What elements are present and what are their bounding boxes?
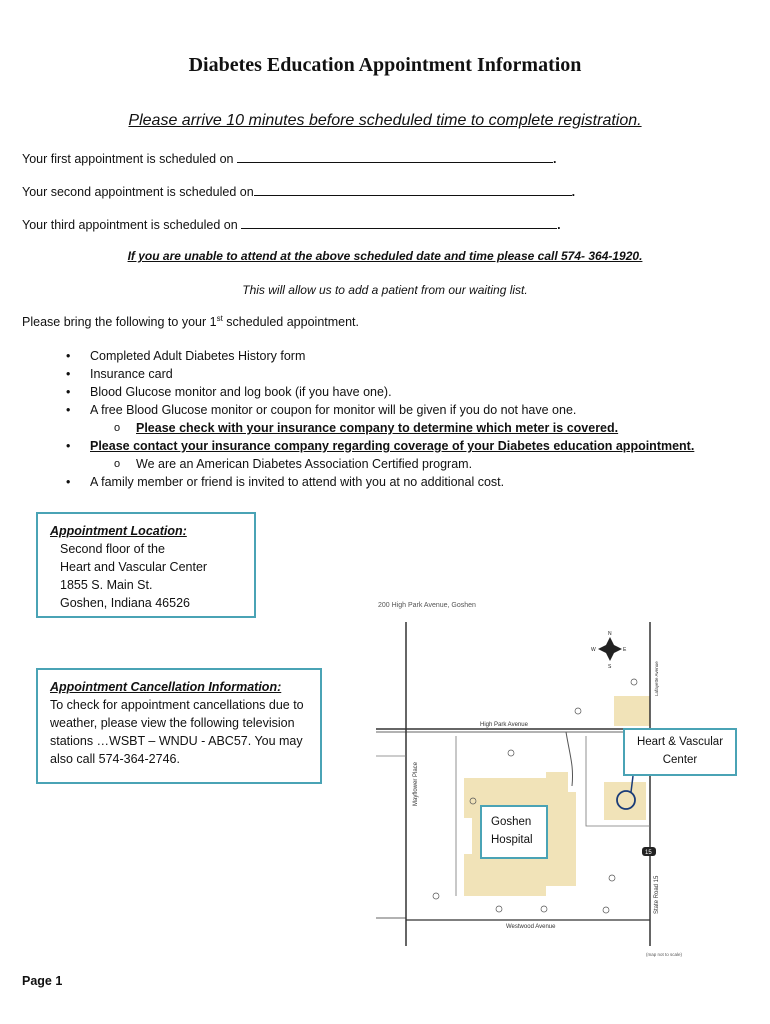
compass-e: E — [623, 647, 627, 653]
bullet: • — [66, 403, 71, 417]
cancellation-info-box — [36, 668, 322, 784]
list-item-text: We are an American Diabetes Association Certified program. — [136, 457, 473, 471]
list-item-text: Please check with your insurance company to determine which meter is covered. — [136, 421, 619, 435]
first-appointment-label: Your first appointment is scheduled on — [22, 152, 237, 166]
third-appointment-label: Your third appointment is scheduled on — [22, 218, 242, 232]
cancellation-line: also call 574-364-2746. — [50, 752, 180, 766]
callout-line-1: Goshen — [491, 816, 532, 828]
bullet: • — [66, 367, 71, 381]
building — [614, 696, 650, 726]
period: . — [552, 152, 557, 166]
bullet: • — [66, 349, 71, 363]
first-appointment-field[interactable] — [237, 150, 553, 163]
document-title: Diabetes Education Appointment Information — [188, 54, 582, 76]
first-appointment-line — [22, 150, 556, 166]
bring-prefix: Please bring the following to your 1 — [22, 315, 217, 330]
third-appointment-line — [22, 216, 561, 232]
location-address — [50, 540, 254, 612]
callout-line-1: Heart & Vascular — [636, 736, 724, 748]
second-appointment-line — [22, 183, 575, 199]
route-number: 15 — [645, 850, 652, 856]
heart-vascular-callout — [623, 728, 737, 776]
building — [546, 772, 568, 798]
bullet: • — [66, 439, 71, 453]
cancellation-heading: Appointment Cancellation Information: — [50, 680, 282, 694]
location-line: Second floor of the — [60, 542, 165, 556]
arrival-instruction: Please arrive 10 minutes before scheduled time to complete registration. — [128, 112, 642, 129]
state-road-label: State Road 15 — [654, 875, 660, 914]
cancellation-phone-notice: If you are unable to attend at the above scheduled date and time please call 574- 364-1920. — [127, 249, 643, 263]
third-appointment-field[interactable] — [241, 216, 557, 229]
list-item-text: Please contact your insurance company regarding coverage of your Diabetes education appointment. — [90, 439, 695, 453]
bring-suffix: scheduled appointment. — [222, 315, 360, 330]
list-item-text: Insurance card — [90, 367, 173, 381]
sub-bullet: o — [114, 422, 121, 434]
compass-icon — [591, 631, 627, 670]
location-heading: Appointment Location: — [50, 524, 187, 538]
location-line: 1855 S. Main St. — [60, 578, 153, 592]
period: . — [557, 218, 561, 232]
period: . — [571, 185, 576, 199]
compass-s: S — [608, 664, 612, 670]
location-map — [376, 596, 720, 960]
map-scale-note: (map not to scale) — [646, 952, 683, 957]
page-number: Page 1 — [22, 974, 63, 988]
high-park-label: High Park Avenue — [480, 722, 528, 728]
callout-line-2: Center — [662, 754, 698, 766]
mayflower-label: Mayflower Place — [413, 761, 419, 806]
second-appointment-field[interactable] — [254, 183, 572, 196]
list-item-text: A free Blood Glucose monitor or coupon for monitor will be given if you do not have one. — [90, 403, 577, 417]
location-line: Heart and Vascular Center — [60, 560, 208, 574]
heart-vascular-building — [604, 782, 646, 820]
callout-line-2: Hospital — [491, 834, 533, 846]
list-item-text: A family member or friend is invited to attend with you at no additional cost. — [90, 475, 505, 489]
appointment-location-box — [36, 512, 256, 618]
cancellation-line: stations …WSBT – WNDU - ABC57. You may — [50, 734, 303, 748]
sub-bullet: o — [114, 458, 121, 470]
list-item-text: Blood Glucose monitor and log book (if you have one). — [90, 385, 392, 399]
bullet: • — [66, 385, 71, 399]
goshen-hospital-callout — [480, 805, 548, 859]
cancellation-line: weather, please view the following television — [50, 716, 295, 730]
westwood-label: Westwood Avenue — [506, 924, 556, 930]
east-road-label: Lafayette Avenue — [654, 661, 659, 696]
bring-instruction — [22, 314, 359, 329]
cancellation-line: To check for appointment cancellations due to — [50, 698, 304, 712]
map-caption: 200 High Park Avenue, Goshen — [378, 602, 476, 609]
compass-n: N — [608, 631, 612, 637]
bring-sup: st — [216, 314, 223, 323]
location-line: Goshen, Indiana 46526 — [60, 596, 190, 610]
second-appointment-label: Your second appointment is scheduled on — [22, 185, 254, 199]
bullet: • — [66, 475, 71, 489]
list-item-text: Completed Adult Diabetes History form — [90, 349, 306, 363]
compass-w: W — [591, 647, 596, 653]
waitlist-note: This will allow us to add a patient from our waiting list. — [242, 283, 528, 297]
